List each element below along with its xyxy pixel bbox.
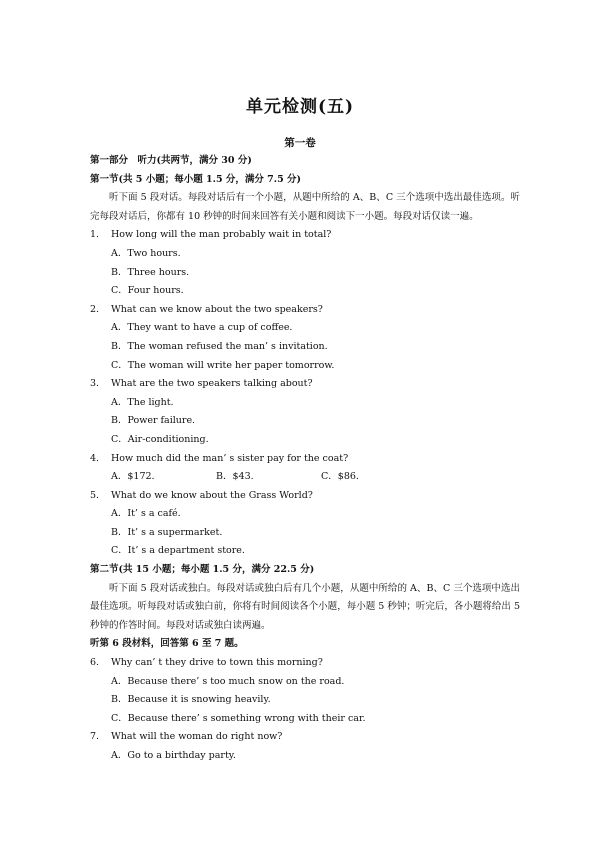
question-number: 1.	[90, 229, 100, 241]
question-1	[90, 226, 520, 245]
options-inline	[90, 468, 520, 487]
option-a: A．Two hours.	[111, 247, 181, 259]
question-text: What do we know about the Grass World?	[111, 489, 313, 501]
section2-instructions: 听下面 5 段对话或独白。每段对话或独白后有几个小题，从题中所给的 A、B、C 三个选项中选出最佳选项。听每段对话或独白前，你将有时间阅读各个小题，每小题 5 秒钟；听完后，各小题将给出 5 秒钟的作答时间。每段对话或独白读两遍。	[90, 582, 520, 631]
option-c: C．It’ s a department store.	[111, 545, 245, 557]
option-b: B．$43.	[216, 471, 254, 483]
volume-subtitle: 第一卷	[284, 137, 316, 149]
option-b: B．Power failure.	[111, 415, 196, 427]
question-text: What can we know about the two speakers?	[111, 303, 323, 315]
option-a: A．It’ s a café.	[111, 508, 181, 520]
option-b: B．Three hours.	[111, 266, 190, 278]
question-number: 4.	[90, 452, 100, 464]
question-text: How much did the man’ s sister pay for the coat?	[111, 452, 349, 464]
option-b: B．Because it is snowing heavily.	[111, 694, 271, 706]
question-2	[90, 301, 520, 320]
option-b: B．It’ s a supermarket.	[111, 526, 223, 538]
question-3	[90, 375, 520, 394]
option-c: C．Four hours.	[111, 285, 184, 297]
question-number: 5.	[90, 489, 100, 501]
question-text: What are the two speakers talking about?	[111, 378, 313, 390]
question-number: 2.	[90, 303, 100, 315]
section1-heading: 第一节(共 5 小题；每小题 1.5 分，满分 7.5 分)	[90, 173, 301, 185]
section1-instructions: 听下面 5 段对话。每段对话后有一个小题，从题中所给的 A、B、C 三个选项中选出最佳选项。听完每段对话后，你都有 10 秒钟的时间来回答有关小题和阅读下一小题。每段对话仅读一遍。	[90, 192, 520, 222]
part1-heading: 第一部分 听力(共两节，满分 30 分)	[90, 155, 252, 166]
option-c: C．$86.	[321, 471, 359, 483]
question-6	[90, 654, 520, 673]
question-7	[90, 728, 520, 747]
option-a: A．The light.	[111, 396, 174, 408]
question-4	[90, 450, 520, 469]
question-text: What will the woman do right now?	[111, 731, 283, 743]
question-text: How long will the man probably wait in total?	[111, 229, 332, 241]
option-c: C．The woman will write her paper tomorrow.	[111, 359, 335, 371]
option-a: A．Because there’ s too much snow on the road.	[111, 675, 345, 687]
question-number: 3.	[90, 378, 100, 390]
option-c: C．Because there’ s something wrong with their car.	[111, 712, 366, 724]
question-text: Why can’ t they drive to town this morning?	[111, 657, 323, 669]
option-a: A．$172.	[111, 471, 155, 483]
question-number: 7.	[90, 731, 100, 743]
question-5	[90, 487, 520, 506]
material6-heading: 听第 6 段材料，回答第 6 至 7 题。	[90, 638, 244, 650]
option-b: B．The woman refused the man’ s invitation.	[111, 340, 328, 352]
question-number: 6.	[90, 657, 100, 669]
option-a: A．They want to have a cup of coffee.	[111, 322, 293, 334]
option-c: C．Air-conditioning.	[111, 433, 209, 445]
option-a: A．Go to a birthday party.	[111, 750, 236, 761]
page-title: 单元检测(五)	[245, 97, 355, 117]
section2-heading: 第二节(共 15 小题；每小题 1.5 分，满分 22.5 分)	[90, 564, 315, 576]
exam-content	[90, 152, 520, 766]
